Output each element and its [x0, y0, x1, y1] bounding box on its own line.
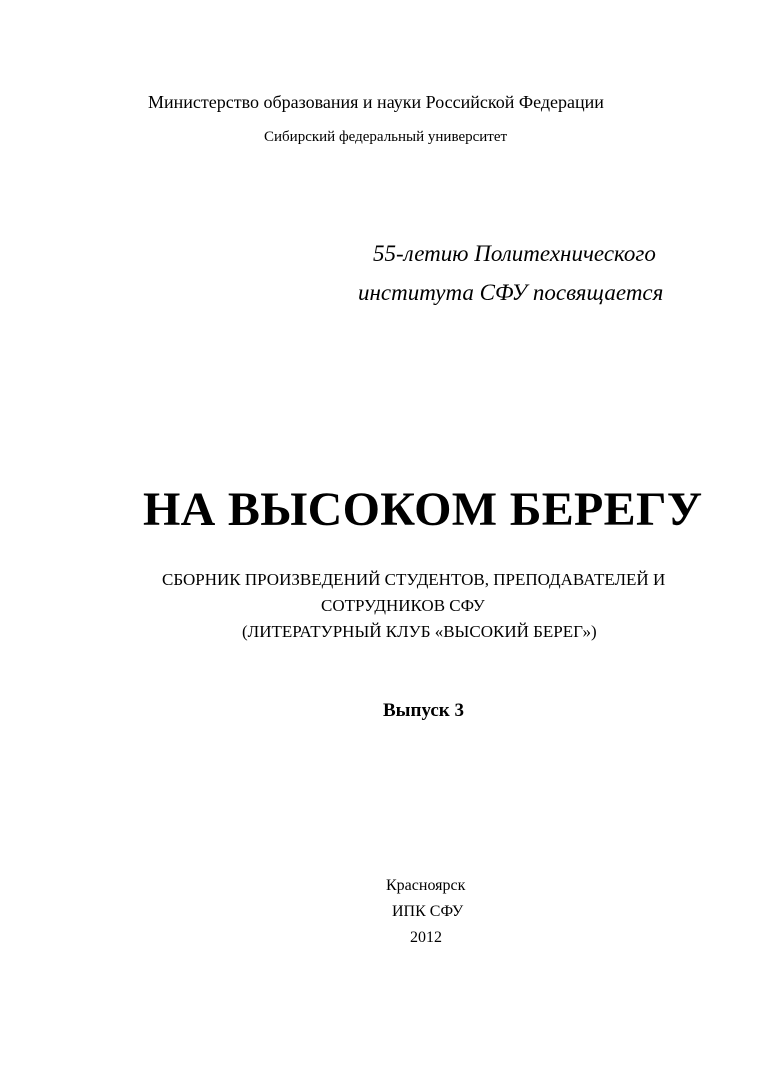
subtitle-line-1: СБОРНИК ПРОИЗВЕДЕНИЙ СТУДЕНТОВ, ПРЕПОДАВАТЕЛЕЙ И — [162, 570, 666, 589]
subtitle-line-2: СОТРУДНИКОВ СФУ — [321, 596, 485, 615]
dedication-line-2: института СФУ посвящается — [358, 280, 664, 305]
university-name: Сибирский федеральный университет — [264, 129, 508, 145]
imprint-city: Красноярск — [386, 877, 466, 894]
imprint-year: 2012 — [410, 929, 442, 946]
ministry-name: Министерство образования и науки Российской Федерации — [148, 92, 604, 112]
subtitle-line-3: (ЛИТЕРАТУРНЫЙ КЛУБ «ВЫСОКИЙ БЕРЕГ») — [242, 622, 597, 641]
imprint-publisher: ИПК СФУ — [392, 903, 464, 920]
dedication-line-1: 55-летию Политехнического — [373, 241, 656, 266]
book-title: НА ВЫСОКОМ БЕРЕГУ — [143, 483, 703, 536]
issue-number: Выпуск 3 — [383, 700, 465, 721]
